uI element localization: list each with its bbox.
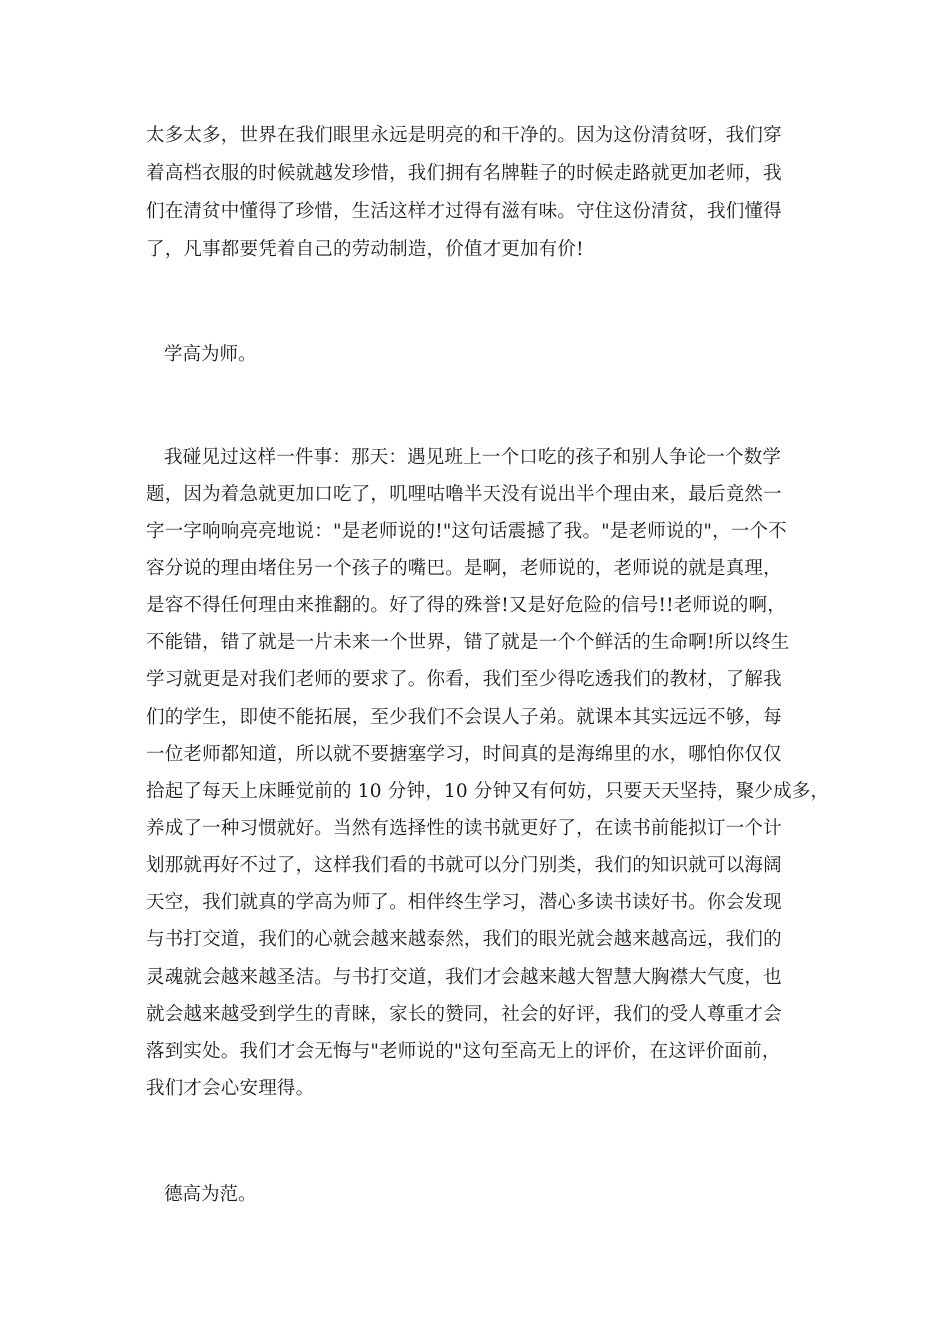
paragraph-line: 字一字响响亮亮地说："是老师说的!"这句话震撼了我。"是老师说的"，一个不 bbox=[146, 521, 787, 542]
paragraph-line: 拾起了每天上床睡觉前的 10 分钟，10 分钟又有何妨，只要天天坚持，聚少成多， bbox=[146, 781, 830, 802]
paragraph-line: 着高档衣服的时候就越发珍惜，我们拥有名牌鞋子的时候走路就更加老师，我 bbox=[146, 163, 782, 184]
section-heading-1: 学高为师。 bbox=[164, 344, 257, 365]
paragraph-line: 们在清贫中懂得了珍惜，生活这样才过得有滋有味。守住这份清贫，我们懂得 bbox=[146, 201, 782, 222]
paragraph-line: 划那就再好不过了，这样我们看的书就可以分门别类，我们的知识就可以海阔 bbox=[146, 855, 782, 876]
paragraph-line: 灵魂就会越来越圣洁。与书打交道，我们才会越来越大智慧大胸襟大气度，也 bbox=[146, 967, 782, 988]
paragraph-line: 容分说的理由堵住另一个孩子的嘴巴。是啊，老师说的，老师说的就是真理， bbox=[146, 558, 782, 579]
paragraph-line: 我们才会心安理得。 bbox=[146, 1078, 315, 1099]
paragraph-line: 太多太多，世界在我们眼里永远是明亮的和干净的。因为这份清贫呀，我们穿 bbox=[146, 125, 782, 146]
paragraph-line: 天空，我们就真的学高为师了。相伴终生学习，潜心多读书读好书。你会发现 bbox=[146, 892, 782, 913]
paragraph-line: 养成了一种习惯就好。当然有选择性的读书就更好了，在读书前能拟订一个计 bbox=[146, 818, 782, 839]
paragraph-line: 题，因为着急就更加口吃了，叽哩咕噜半天没有说出半个理由来，最后竟然一 bbox=[146, 484, 782, 505]
paragraph-line: 一位老师都知道，所以就不要搪塞学习，时间真的是海绵里的水，哪怕你仅仅 bbox=[146, 744, 782, 765]
paragraph-line: 落到实处。我们才会无悔与"老师说的"这句至高无上的评价，在这评价面前， bbox=[146, 1041, 781, 1062]
paragraph-line: 就会越来越受到学生的青睐，家长的赞同，社会的好评，我们的受人尊重才会 bbox=[146, 1004, 782, 1025]
paragraph-line: 了，凡事都要凭着自己的劳动制造，价值才更加有价! bbox=[146, 239, 584, 260]
paragraph-line: 们的学生，即使不能拓展，至少我们不会误人子弟。就课本其实远远不够，每 bbox=[146, 707, 782, 728]
paragraph-line: 是容不得任何理由来推翻的。好了得的殊誉!又是好危险的信号!!老师说的啊， bbox=[146, 595, 787, 616]
paragraph-line: 学习就更是对我们老师的要求了。你看，我们至少得吃透我们的教材，了解我 bbox=[146, 669, 782, 690]
paragraph-line: 不能错，错了就是一片未来一个世界，错了就是一个个鲜活的生命啊!所以终生 bbox=[146, 632, 790, 653]
paragraph-line: 我碰见过这样一件事：那天：遇见班上一个口吃的孩子和别人争论一个数学 bbox=[164, 447, 782, 468]
paragraph-line: 与书打交道，我们的心就会越来越泰然，我们的眼光就会越来越高远，我们的 bbox=[146, 929, 782, 950]
section-heading-2: 德高为范。 bbox=[164, 1184, 257, 1205]
